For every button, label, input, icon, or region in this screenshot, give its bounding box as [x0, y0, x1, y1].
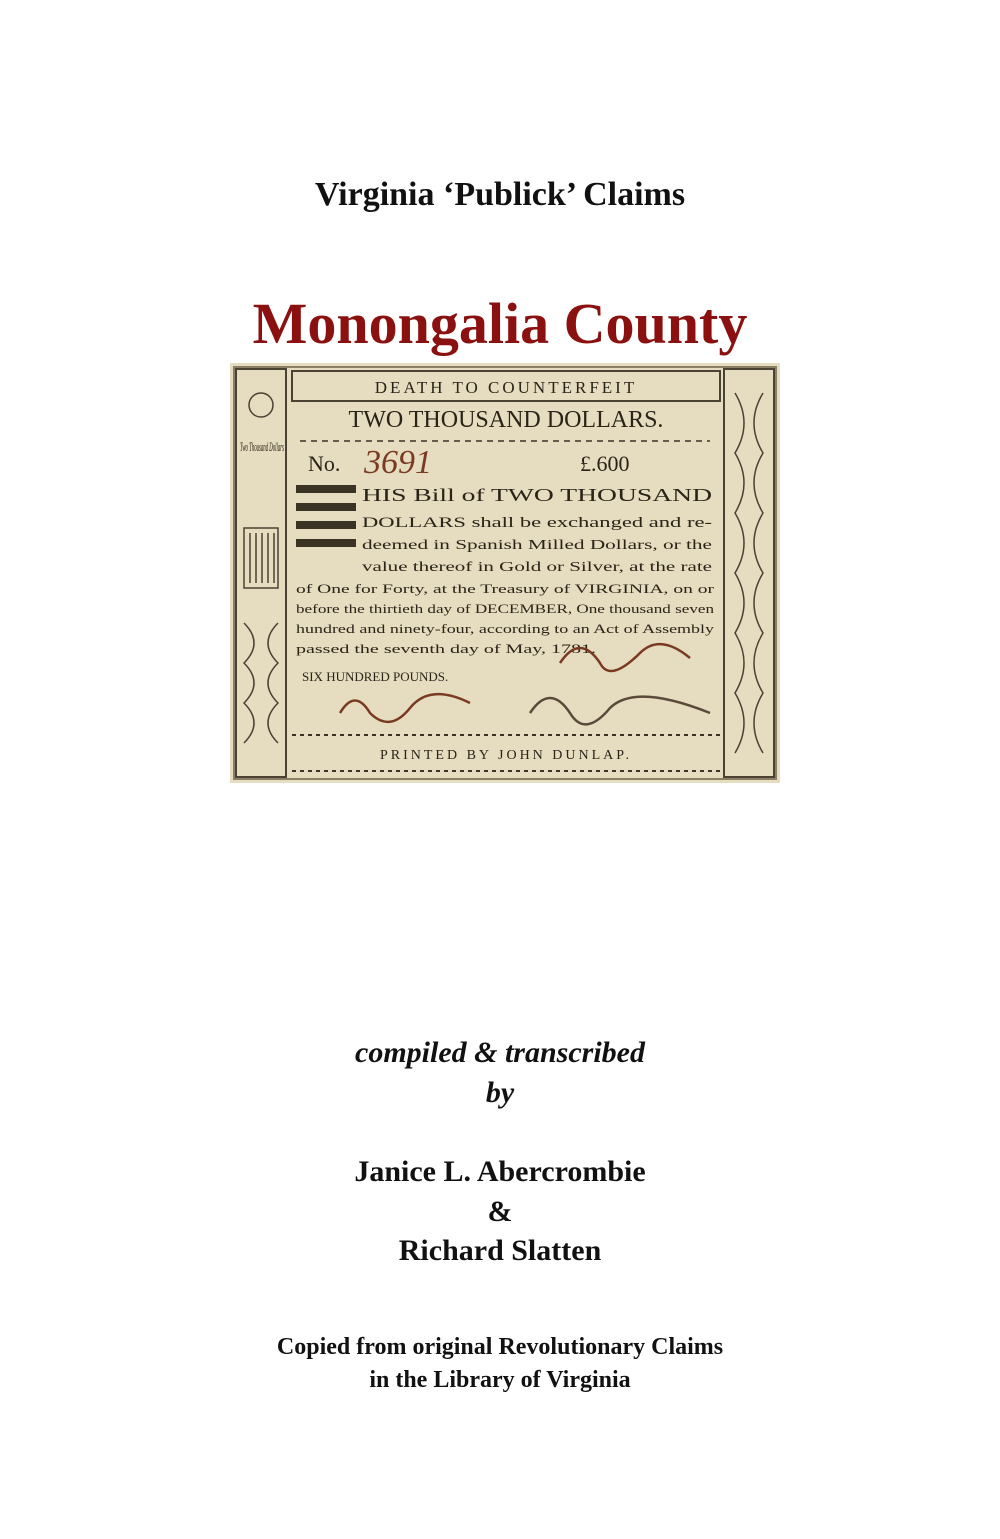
banknote-body-line: deemed in Spanish Milled Dollars, or the [362, 538, 712, 553]
banknote-illustration [230, 363, 780, 783]
side-label: Two Thousand Dollars [240, 439, 284, 454]
banknote-body-line: passed the seventh day of May, 1781. [296, 641, 596, 656]
banknote-body-line: HIS Bill of TWO THOUSAND [362, 485, 712, 505]
credit-by: by [485, 1076, 515, 1109]
banknote-pounds: £.600 [580, 451, 630, 476]
banknote-denomination: TWO THOUSAND DOLLARS. [348, 407, 664, 433]
banknote-serial: 3691 [364, 444, 432, 481]
county-title: Monongalia County [252, 291, 748, 356]
banknote-image [230, 363, 780, 783]
banknote-body-line: before the thirtieth day of DECEMBER, One thousand seven [296, 601, 715, 616]
banknote-printer: PRINTED BY JOHN DUNLAP. [379, 748, 633, 763]
source-line-1: Copied from original Revolutionary Claims [276, 1334, 724, 1360]
credit-line: compiled & transcribed [355, 1036, 645, 1069]
banknote-body-line: hundred and ninety-four, according to an Act of Assembly [296, 621, 715, 636]
banknote-body-line: value thereof in Gold or Silver, at the rate [362, 560, 712, 575]
series-title: Virginia ‘Publick’ Claims [314, 176, 686, 213]
banknote-amount-words: SIX HUNDRED POUNDS. [302, 669, 449, 684]
source-line-2: in the Library of Virginia [369, 1367, 631, 1393]
banknote-body-line: DOLLARS shall be exchanged and re- [362, 515, 712, 531]
banknote-number-label: No. [308, 451, 341, 476]
banknote-header: DEATH TO COUNTERFEIT [374, 378, 638, 397]
banknote-body-line: of One for Forty, at the Treasury of VIRGINIA, on or [296, 581, 715, 596]
author-joiner: & [487, 1195, 513, 1228]
author-second: Richard Slatten [398, 1234, 602, 1267]
author-first: Janice L. Abercrombie [354, 1155, 646, 1188]
